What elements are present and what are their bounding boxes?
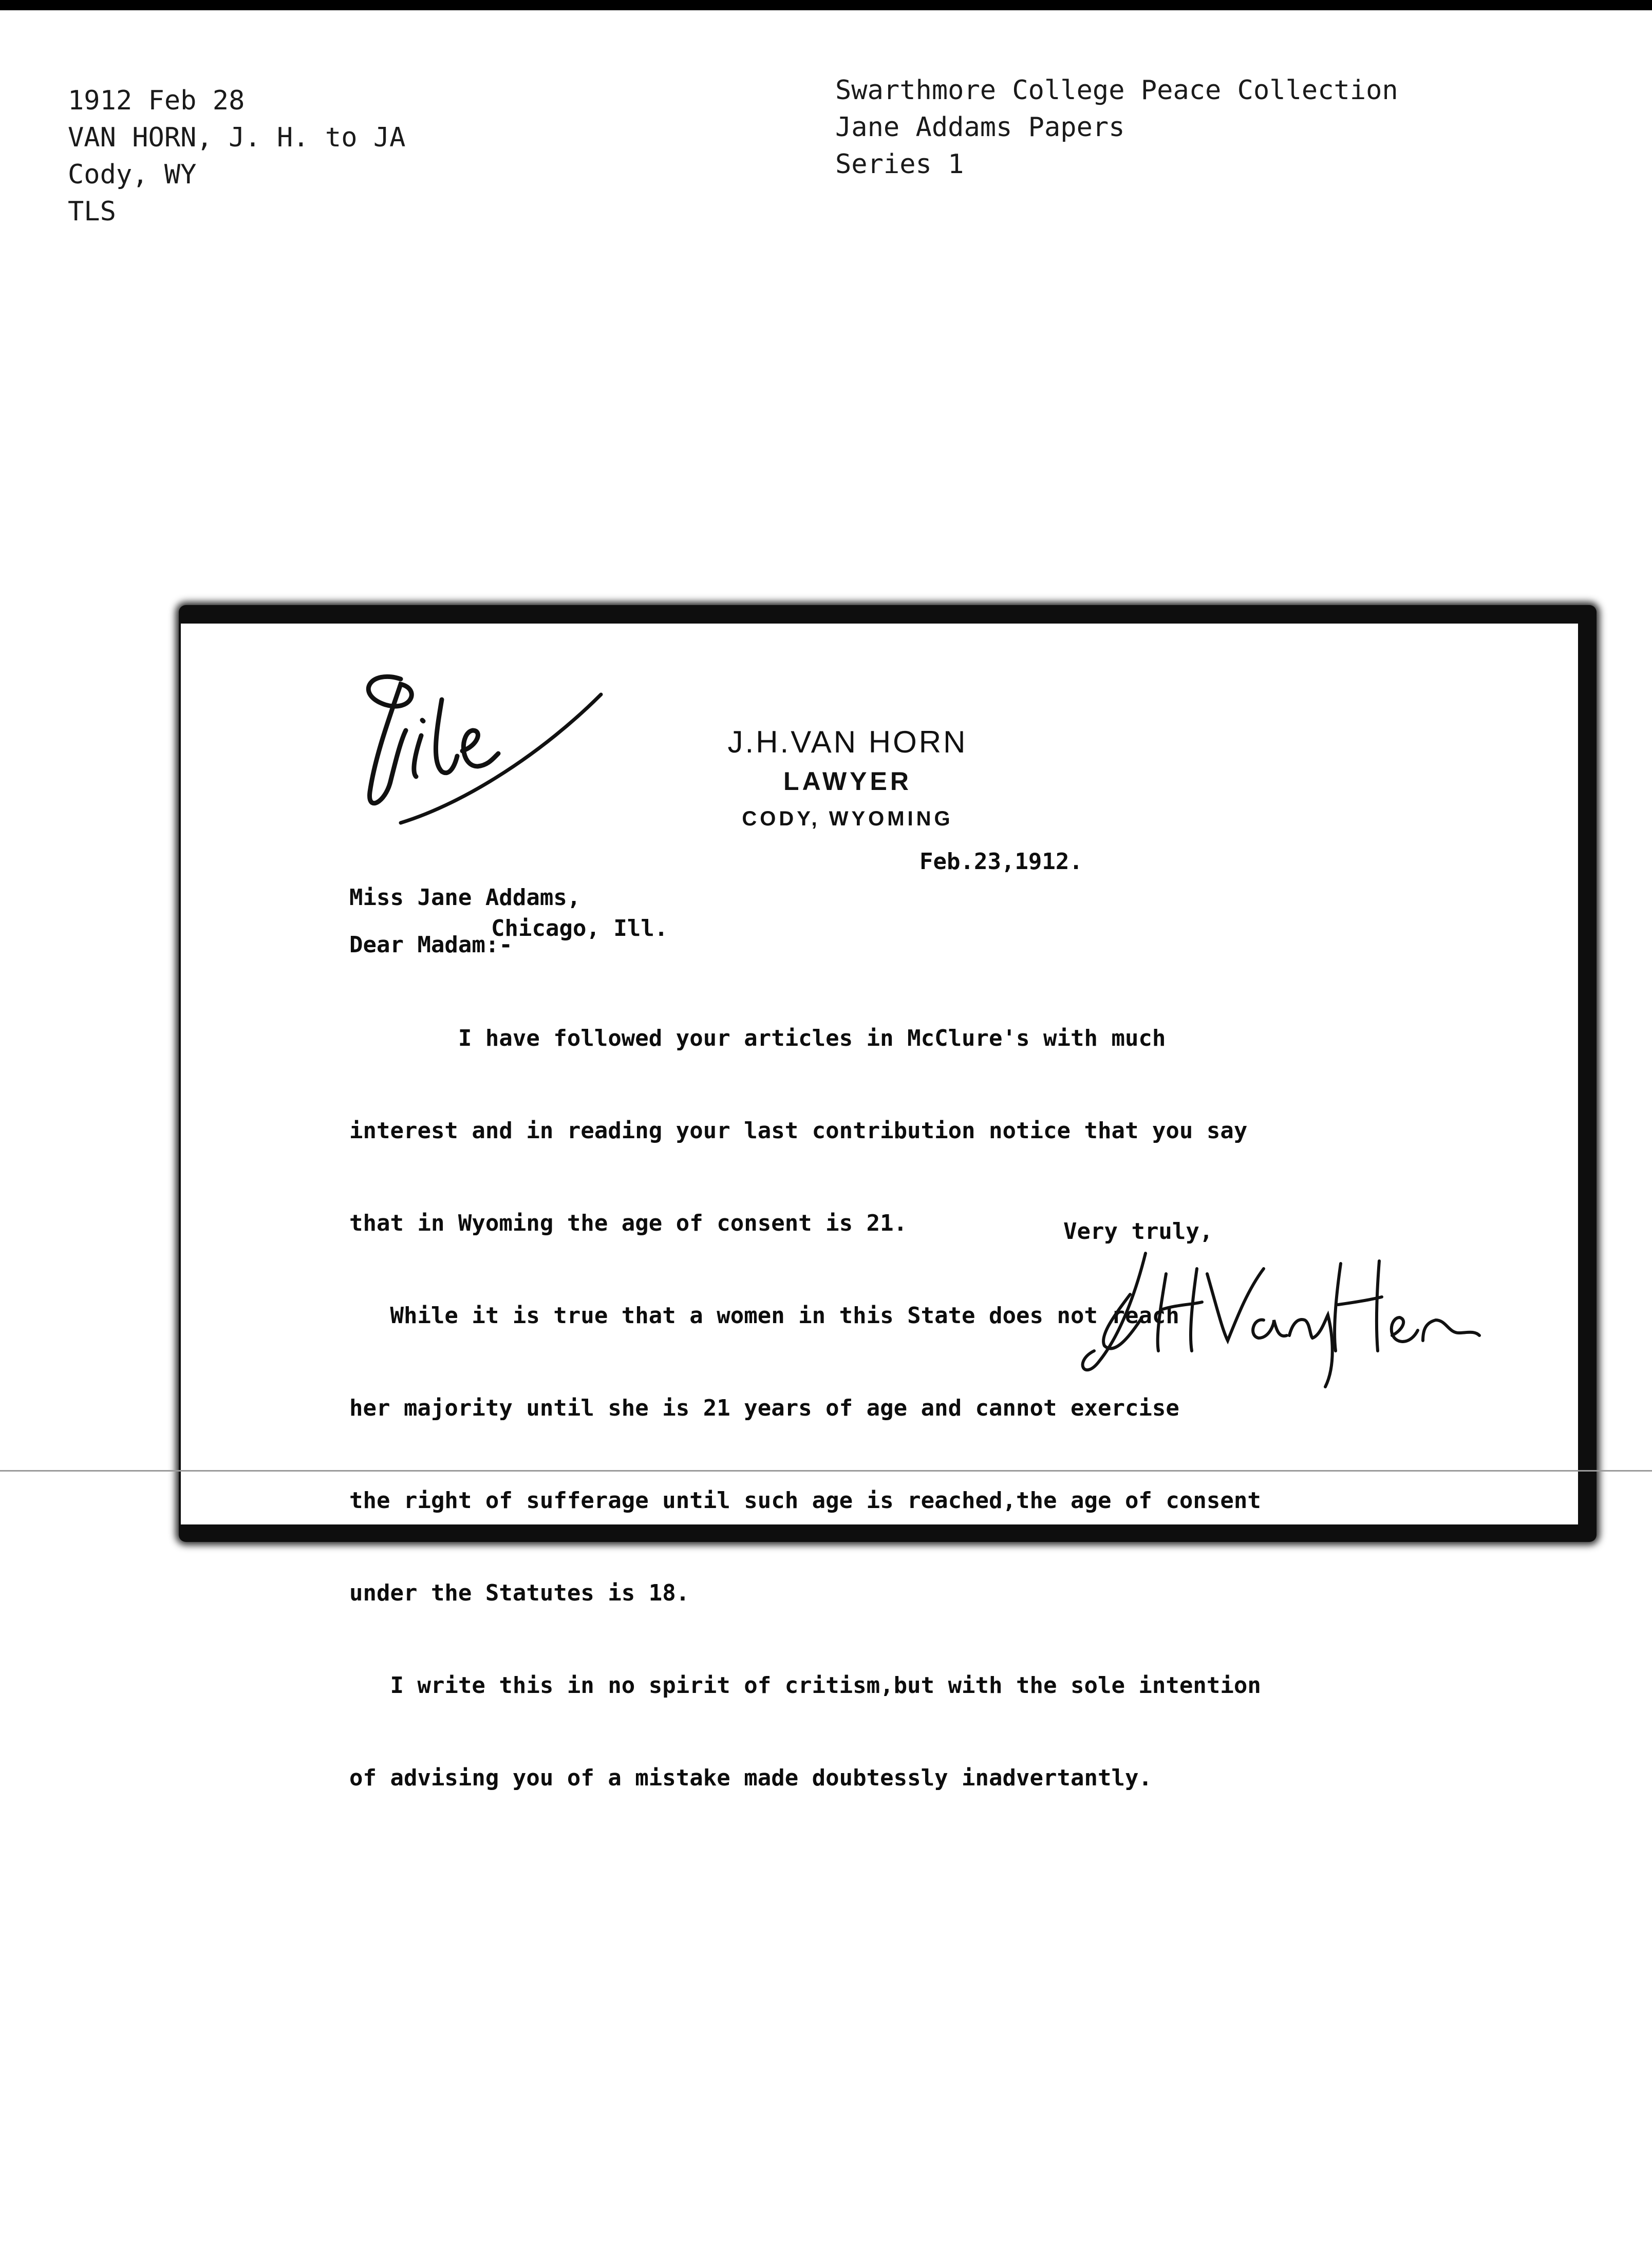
body-line: While it is true that a women in this State does not reach <box>349 1303 1179 1329</box>
archive-doc-type: TLS <box>68 196 116 227</box>
archive-place: Cody, WY <box>68 159 197 190</box>
archive-papers: Jane Addams Papers <box>835 112 1125 143</box>
archive-citation-right <box>835 72 1398 183</box>
salutation: Dear Madam:- <box>349 932 513 958</box>
letter-date: Feb.23,1912. <box>919 849 1083 875</box>
body-line: that in Wyoming the age of consent is 21. <box>349 1210 908 1236</box>
letterhead-place: CODY, WYOMING <box>742 807 953 830</box>
handwritten-signature <box>1068 1233 1500 1397</box>
letterhead-title: LAWYER <box>783 767 912 796</box>
body-line: I write this in no spirit of critism,but with the sole intention <box>349 1672 1261 1699</box>
body-line: I have followed your articles in McClure's with much <box>349 1025 1166 1051</box>
body-line: under the Statutes is 18. <box>349 1580 690 1606</box>
body-line: interest and in reading your last contribution notice that you say <box>349 1118 1248 1144</box>
body-line: of advising you of a mistake made doubtessly inadvertantly. <box>349 1765 1152 1791</box>
file-handwritten-annotation <box>339 648 627 843</box>
body-line: the right of sufferage until such age is reached,the age of consent <box>349 1487 1261 1514</box>
recipient-name: Miss Jane Addams, <box>349 884 581 911</box>
archive-citation-left <box>68 82 405 230</box>
archive-date: 1912 Feb 28 <box>68 85 245 116</box>
recipient-city: Chicago, Ill. <box>491 915 668 941</box>
body-line: her majority until she is 21 years of age and cannot exercise <box>349 1395 1179 1421</box>
closing: Very truly, <box>1063 1218 1213 1245</box>
archive-series: Series 1 <box>835 149 964 180</box>
letterhead-name: J.H.VAN HORN <box>727 725 968 759</box>
archive-correspondents: VAN HORN, J. H. to JA <box>68 122 406 153</box>
archive-collection: Swarthmore College Peace Collection <box>835 75 1398 106</box>
scan-top-edge <box>0 0 1652 10</box>
